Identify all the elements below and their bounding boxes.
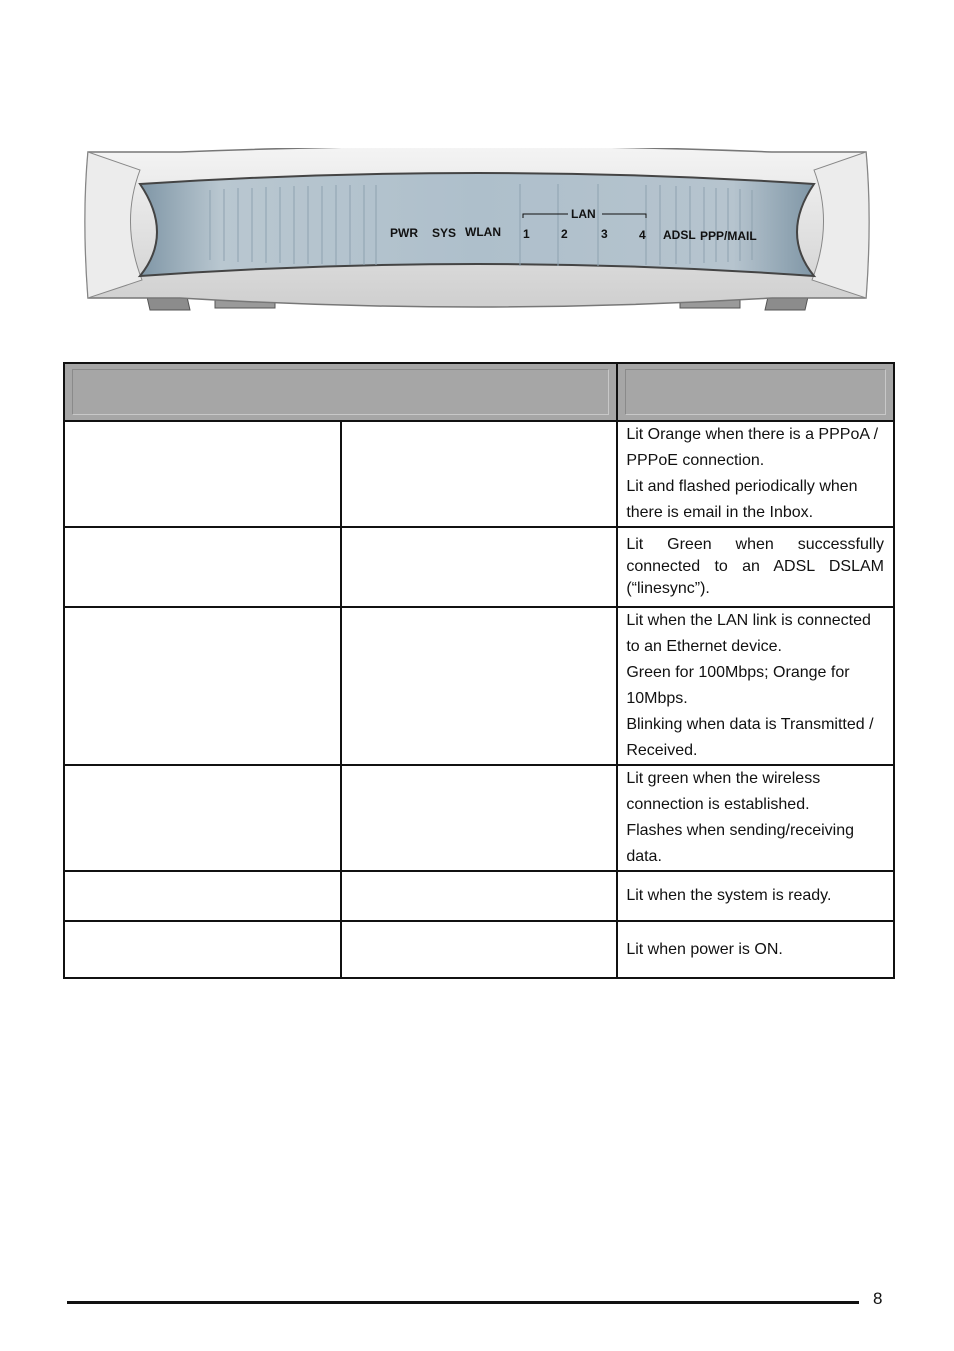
led-name-cell (64, 527, 341, 607)
page-number: 8 (873, 1289, 883, 1308)
led-label-ppp-mail: PPP/MAIL (700, 229, 757, 243)
led-color-cell (341, 871, 618, 921)
description-line: Blinking when data is Transmitted / Received. (626, 716, 874, 759)
led-name-cell (64, 921, 341, 978)
table-row (64, 607, 894, 765)
led-color-cell (341, 527, 618, 607)
led-name-cell (64, 421, 341, 527)
table-row (64, 765, 894, 871)
led-label-pwr: PWR (390, 226, 418, 240)
description-line: Lit when the system is ready. (626, 887, 832, 904)
description-line: Lit Green when successfully connected to an ADSL DSLAM (“linesync”). (626, 536, 884, 597)
table-row (64, 921, 894, 978)
led-label-lan-4: 4 (639, 228, 646, 242)
footer-rule (67, 1301, 859, 1304)
led-description-cell (617, 527, 894, 607)
description-line: Lit green when the wireless connection is established. (626, 770, 821, 813)
led-name-cell (64, 765, 341, 871)
led-description-cell (617, 921, 894, 978)
led-label-wlan: WLAN (465, 225, 501, 239)
led-name-cell (64, 607, 341, 765)
led-description-cell (617, 765, 894, 871)
led-description-cell (617, 871, 894, 921)
led-color-cell (341, 607, 618, 765)
table-row (64, 871, 894, 921)
led-label-lan: LAN (571, 207, 596, 221)
led-color-cell (341, 421, 618, 527)
description-line: Lit when the LAN link is connected to an Ethernet device. (626, 612, 871, 655)
description-line: Flashes when sending/receiving data. (626, 822, 854, 865)
table-header-led (64, 363, 617, 421)
table-row (64, 421, 894, 527)
led-description-table (63, 362, 895, 979)
led-description-cell (617, 421, 894, 527)
description-line: Green for 100Mbps; Orange for 10Mbps. (626, 664, 850, 707)
led-label-adsl: ADSL (663, 228, 696, 242)
led-label-lan-1: 1 (523, 227, 530, 241)
table-header-row (64, 363, 894, 421)
led-color-cell (341, 765, 618, 871)
description-line: Lit Orange when there is a PPPoA / PPPoE connection. (626, 426, 879, 469)
table-header-description (617, 363, 894, 421)
led-color-cell (341, 921, 618, 978)
description-line: Lit when power is ON. (626, 940, 783, 958)
led-label-sys: SYS (432, 226, 457, 240)
description-line: Lit and flashed periodically when there is email in the Inbox. (626, 478, 858, 521)
router-front-panel-illustration (80, 148, 875, 316)
led-label-lan-2: 2 (561, 227, 568, 241)
led-description-cell (617, 607, 894, 765)
table-row (64, 527, 894, 607)
led-name-cell (64, 871, 341, 921)
led-label-lan-3: 3 (601, 227, 608, 241)
